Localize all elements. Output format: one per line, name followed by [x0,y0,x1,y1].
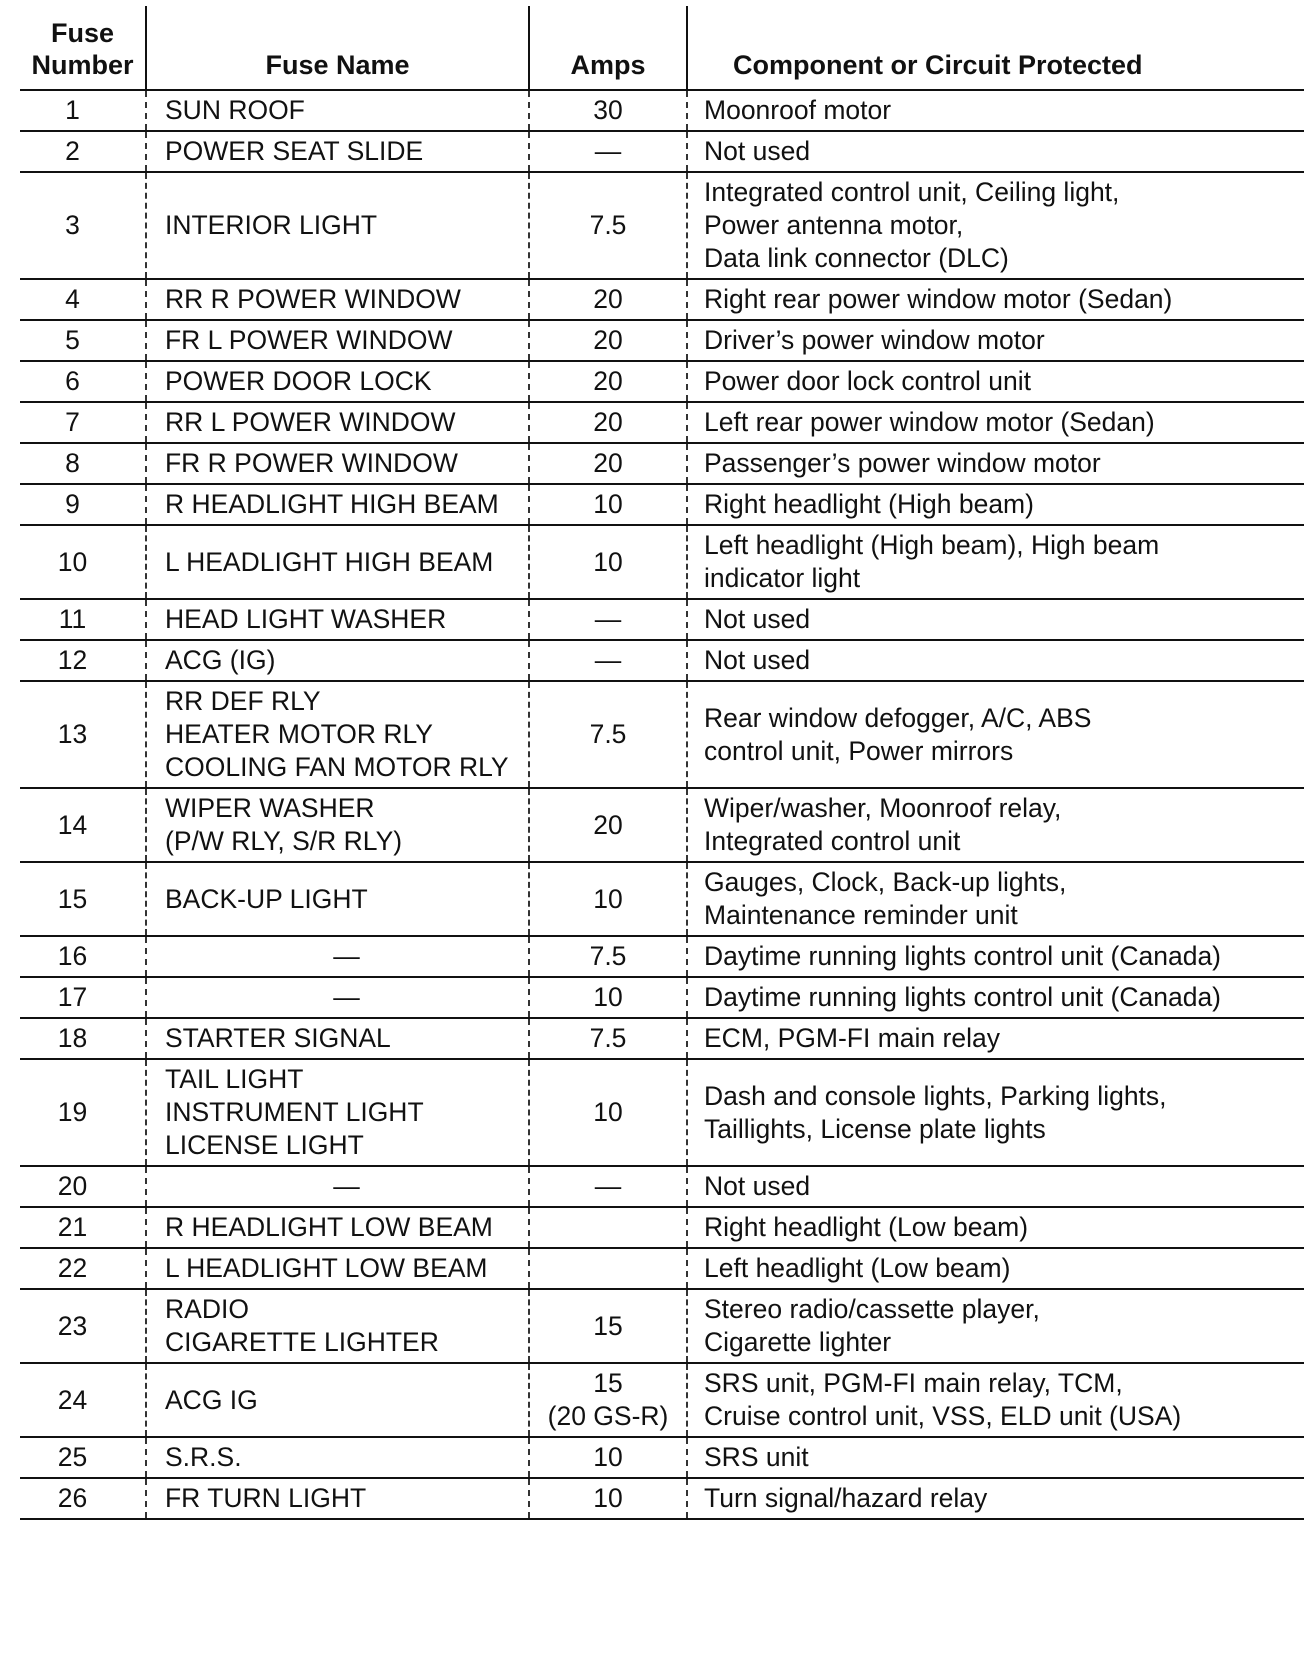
fuse-number-cell: 1 [65,95,80,125]
fuse-name-cell: POWER DOOR LOCK [146,361,529,402]
fuse-name-cell: ACG IG [146,1363,529,1437]
fuse-name-cell: STARTER SIGNAL [146,1018,529,1059]
fuse-number-cell: 12 [57,645,88,675]
component-cell: Integrated control unit, Ceiling light, Power antenna motor, Data link connector (DLC) [687,172,1304,279]
amps-cell: 10 [529,1437,687,1478]
table-row [20,1478,1304,1519]
table-row [20,1059,1304,1166]
fuse-number-cell: 14 [57,809,88,840]
fuse-name-cell: ACG (IG) [146,640,529,681]
component-cell: Daytime running lights control unit (Canada) [687,977,1304,1018]
amps-cell: 10 [529,484,687,525]
fuse-name-cell: BACK-UP LIGHT [146,862,529,936]
table-row [20,361,1304,402]
component-cell: Not used [687,131,1304,172]
amps-cell: 20 [529,402,687,443]
table-row [20,681,1304,788]
table-row [20,640,1304,681]
fuse-name-cell: TAIL LIGHT INSTRUMENT LIGHT LICENSE LIGHT [146,1059,529,1166]
amps-cell: 20 [529,320,687,361]
amps-cell: 7.5 [529,1018,687,1059]
component-cell: Rear window defogger, A/C, ABS control unit, Power mirrors [687,681,1304,788]
fuse-name-cell: SUN ROOF [146,90,529,131]
fuse-number-cell: 10 [57,546,88,577]
fuse-number-cell: 6 [65,366,80,396]
table-row [20,1248,1304,1289]
component-cell: Right headlight (Low beam) [687,1207,1304,1248]
table-row [20,1166,1304,1207]
component-cell: Left headlight (Low beam) [687,1248,1304,1289]
amps-cell: 20 [529,788,687,862]
fuse-name-cell: FR L POWER WINDOW [146,320,529,361]
amps-cell: 30 [529,90,687,131]
component-cell: Not used [687,1166,1304,1207]
fuse-table [20,6,1304,1520]
component-cell: SRS unit [687,1437,1304,1478]
fuse-number-cell: 2 [65,136,80,166]
fuse-name-cell: FR TURN LIGHT [146,1478,529,1519]
component-cell: Left headlight (High beam), High beam indicator light [687,525,1304,599]
amps-cell: 20 [529,443,687,484]
fuse-name-cell: RR L POWER WINDOW [146,402,529,443]
table-row [20,1289,1304,1363]
amps-cell: 7.5 [529,936,687,977]
amps-cell: 10 [529,1059,687,1166]
fuse-number-cell: 5 [65,325,80,355]
table-row [20,279,1304,320]
amps-cell: — [529,640,687,681]
component-cell: Power door lock control unit [687,361,1304,402]
component-cell: Left rear power window motor (Sedan) [687,402,1304,443]
fuse-name-cell: HEAD LIGHT WASHER [146,599,529,640]
amps-cell: 10 [529,525,687,599]
amps-cell: 20 [529,361,687,402]
amps-cell: 20 [529,279,687,320]
header-amps: Amps [529,6,687,90]
table-row [20,1207,1304,1248]
table-row [20,977,1304,1018]
fuse-name-cell: R HEADLIGHT LOW BEAM [146,1207,529,1248]
component-cell: Dash and console lights, Parking lights, Taillights, License plate lights [687,1059,1304,1166]
table-row [20,862,1304,936]
component-cell: SRS unit, PGM-FI main relay, TCM, Cruise control unit, VSS, ELD unit (USA) [687,1363,1304,1437]
fuse-name-cell: L HEADLIGHT LOW BEAM [146,1248,529,1289]
table-row [20,1018,1304,1059]
component-cell: Right rear power window motor (Sedan) [687,279,1304,320]
fuse-name-cell: POWER SEAT SLIDE [146,131,529,172]
component-cell: Turn signal/hazard relay [687,1478,1304,1519]
fuse-name-cell: RR R POWER WINDOW [146,279,529,320]
fuse-name-cell: RR DEF RLY HEATER MOTOR RLY COOLING FAN MOTOR RLY [146,681,529,788]
component-cell: Moonroof motor [687,90,1304,131]
amps-cell: — [529,131,687,172]
fuse-number-cell: 7 [65,407,80,437]
table-row [20,90,1304,131]
fuse-number-cell: 3 [65,210,80,240]
amps-cell: 10 [529,977,687,1018]
header-component: Component or Circuit Protected [687,6,1304,90]
component-cell: Stereo radio/cassette player, Cigarette lighter [687,1289,1304,1363]
fuse-number-cell: 15 [57,883,88,914]
amps-cell: 10 [529,1478,687,1519]
amps-cell: 15 [529,1289,687,1363]
fuse-number-cell: 11 [58,604,87,634]
component-cell: Daytime running lights control unit (Canada) [687,936,1304,977]
fuse-name-cell: WIPER WASHER (P/W RLY, S/R RLY) [146,788,529,862]
fuse-number-cell: 16 [57,941,88,971]
fuse-number-cell: 8 [65,448,80,478]
fuse-number-cell: 21 [57,1212,88,1242]
fuse-number-cell: 17 [57,982,88,1012]
table-row [20,402,1304,443]
component-cell: Passenger’s power window motor [687,443,1304,484]
fuse-name-cell: INTERIOR LIGHT [146,172,529,279]
table-row [20,1363,1304,1437]
table-row [20,172,1304,279]
fuse-number-cell: 19 [57,1097,88,1127]
fuse-number-cell: 13 [57,719,88,749]
component-cell: Right headlight (High beam) [687,484,1304,525]
component-cell: Driver’s power window motor [687,320,1304,361]
fuse-name-cell: S.R.S. [146,1437,529,1478]
fuse-number-cell: 24 [57,1384,88,1415]
header-fuse-name: Fuse Name [146,6,529,90]
amps-cell: 7.5 [529,172,687,279]
table-row [20,599,1304,640]
component-cell: Not used [687,640,1304,681]
amps-cell: — [529,1166,687,1207]
fuse-number-cell: 25 [57,1442,88,1472]
fuse-name-cell: RADIO CIGARETTE LIGHTER [146,1289,529,1363]
fuse-name-cell: L HEADLIGHT HIGH BEAM [146,525,529,599]
amps-cell: 7.5 [529,681,687,788]
header-row [20,6,1304,90]
table-row [20,131,1304,172]
component-cell: Not used [687,599,1304,640]
amps-cell [529,1248,687,1289]
fuse-number-cell: 26 [57,1483,88,1513]
fuse-number-cell: 9 [65,489,80,519]
fuse-table-container [20,6,1304,1520]
fuse-number-cell: 23 [57,1310,88,1341]
table-row [20,1437,1304,1478]
fuse-number-cell: 4 [65,284,80,314]
component-cell: Wiper/washer, Moonroof relay, Integrated control unit [687,788,1304,862]
table-row [20,936,1304,977]
fuse-name-cell: — [146,977,529,1018]
fuse-name-cell: FR R POWER WINDOW [146,443,529,484]
fuse-name-cell: — [146,1166,529,1207]
amps-cell: — [529,599,687,640]
fuse-name-cell: R HEADLIGHT HIGH BEAM [146,484,529,525]
fuse-name-cell: — [146,936,529,977]
table-row [20,443,1304,484]
fuse-number-cell: 22 [57,1253,88,1283]
table-row [20,320,1304,361]
fuse-number-cell: 18 [57,1023,88,1053]
amps-cell: 10 [529,862,687,936]
fuse-number-cell: 20 [57,1171,88,1201]
amps-cell [529,1207,687,1248]
table-row [20,788,1304,862]
amps-cell: 15 (20 GS-R) [529,1363,687,1437]
component-cell: ECM, PGM-FI main relay [687,1018,1304,1059]
component-cell: Gauges, Clock, Back-up lights, Maintenance reminder unit [687,862,1304,936]
table-row [20,484,1304,525]
header-fuse-number: Fuse Number [31,18,134,80]
table-row [20,525,1304,599]
